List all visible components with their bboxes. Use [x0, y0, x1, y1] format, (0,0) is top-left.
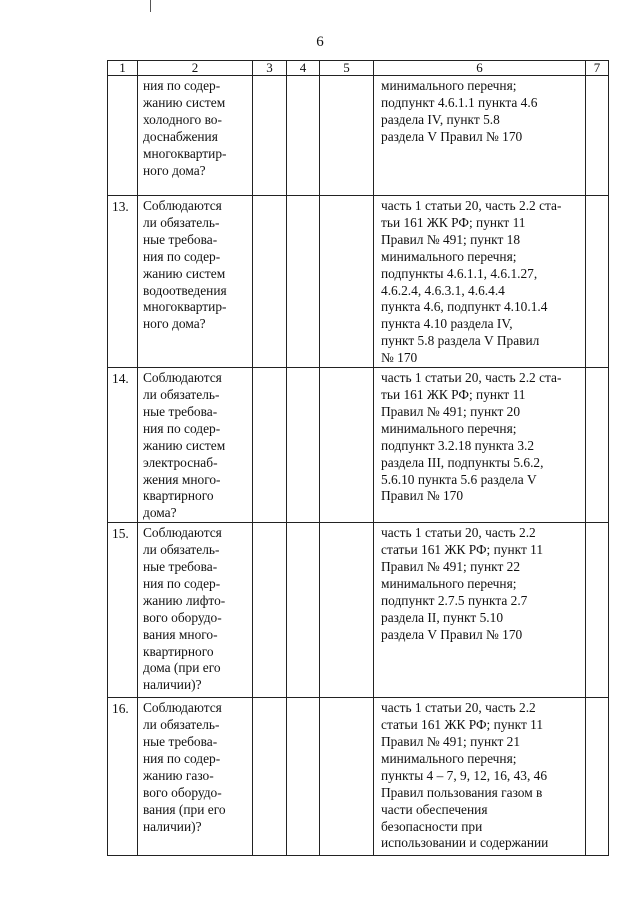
- reference-line: часть 1 статьи 20, часть 2.2: [381, 525, 536, 541]
- empty-cell: [253, 523, 287, 698]
- question-line: ного дома?: [143, 162, 206, 178]
- reference-line: части обеспечения: [381, 801, 488, 817]
- table-header-row: [108, 61, 609, 76]
- requirement-question: [138, 76, 253, 196]
- reference-line: 4.6.2.4, 4.6.3.1, 4.6.4.4: [381, 282, 505, 298]
- reference-line: подпункт 4.6.1.1 пункта 4.6: [381, 94, 538, 110]
- empty-cell: [320, 368, 374, 523]
- reference-line: подпункт 2.7.5 пункта 2.7: [381, 592, 528, 608]
- empty-cell: [586, 76, 609, 196]
- page-number: 6: [316, 34, 324, 50]
- reference-line: минимального перечня;: [381, 575, 517, 591]
- table-row: [108, 523, 609, 698]
- empty-cell: [253, 368, 287, 523]
- question-line: вого оборудо-: [143, 784, 222, 800]
- legal-references: [374, 523, 586, 698]
- row-number: 13.: [108, 196, 138, 368]
- question-line: квартирного: [143, 488, 214, 504]
- empty-cell: [287, 368, 320, 523]
- column-header: 7: [586, 61, 609, 76]
- question-line: доснабжения: [143, 128, 218, 144]
- question-line: ния по содер-: [143, 420, 221, 436]
- column-header: 1: [108, 61, 138, 76]
- question-line: жанию газо-: [143, 767, 214, 783]
- empty-cell: [253, 698, 287, 856]
- question-line: многоквартир-: [143, 299, 227, 315]
- reference-line: Правил № 491; пункт 18: [381, 231, 521, 247]
- question-line: жанию систем: [143, 437, 226, 453]
- question-line: ли обязатель-: [143, 542, 220, 558]
- reference-line: раздела V Правил № 170: [381, 128, 523, 144]
- question-line: ные требова-: [143, 403, 218, 419]
- reference-line: статьи 161 ЖК РФ; пункт 11: [381, 717, 544, 733]
- row-number: 14.: [108, 368, 138, 523]
- legal-references: [374, 698, 586, 856]
- column-header: 3: [253, 61, 287, 76]
- question-line: ли обязатель-: [143, 386, 220, 402]
- reference-line: статьи 161 ЖК РФ; пункт 11: [381, 542, 544, 558]
- question-line: квартирного: [143, 643, 214, 659]
- column-header: 5: [320, 61, 374, 76]
- reference-line: раздела III, подпункты 5.6.2,: [381, 454, 544, 470]
- empty-cell: [586, 368, 609, 523]
- reference-line: пункта 4.6, подпункт 4.10.1.4: [381, 299, 548, 315]
- question-line: вого оборудо-: [143, 609, 222, 625]
- reference-line: пункты 4 – 7, 9, 12, 16, 43, 46: [381, 767, 548, 783]
- reference-line: пункта 4.10 раздела IV,: [381, 316, 513, 332]
- column-header: 6: [374, 61, 586, 76]
- empty-cell: [586, 698, 609, 856]
- question-line: ные требова-: [143, 559, 218, 575]
- requirement-question: [138, 196, 253, 368]
- question-line: ния по содер-: [143, 248, 221, 264]
- reference-line: минимального перечня;: [381, 78, 517, 93]
- question-line: вания (при его: [143, 801, 226, 817]
- question-line: дома?: [143, 505, 177, 521]
- margin-mark: [150, 0, 151, 12]
- reference-line: часть 1 статьи 20, часть 2.2 ста-: [381, 198, 562, 213]
- column-header: 4: [287, 61, 320, 76]
- reference-line: Правил № 491; пункт 22: [381, 559, 521, 575]
- legal-references: [374, 196, 586, 368]
- reference-line: Правил № 491; пункт 21: [381, 734, 521, 750]
- reference-line: Правил № 170: [381, 488, 464, 504]
- question-line: дома (при его: [143, 660, 221, 676]
- reference-line: Правил № 491; пункт 20: [381, 403, 521, 419]
- reference-line: подпункт 3.2.18 пункта 3.2: [381, 437, 535, 453]
- question-line: ния по содер-: [143, 78, 221, 93]
- empty-cell: [287, 76, 320, 196]
- reference-line: раздела V Правил № 170: [381, 626, 523, 642]
- empty-cell: [320, 76, 374, 196]
- question-line: электроснаб-: [143, 454, 218, 470]
- empty-cell: [287, 523, 320, 698]
- question-line: Соблюдаются: [143, 700, 222, 716]
- reference-line: № 170: [381, 350, 418, 366]
- requirements-table: [107, 60, 609, 856]
- question-line: жанию лифто-: [143, 592, 226, 608]
- requirement-question: [138, 523, 253, 698]
- empty-cell: [586, 196, 609, 368]
- question-line: ли обязатель-: [143, 214, 220, 230]
- empty-cell: [320, 196, 374, 368]
- requirement-question: [138, 698, 253, 856]
- question-line: жения много-: [143, 471, 221, 487]
- reference-line: раздела II, пункт 5.10: [381, 609, 504, 625]
- reference-line: минимального перечня;: [381, 420, 517, 436]
- question-line: водоотведения: [143, 282, 227, 298]
- question-line: Соблюдаются: [143, 370, 222, 386]
- empty-cell: [253, 196, 287, 368]
- question-line: Соблюдаются: [143, 198, 222, 213]
- question-line: ные требова-: [143, 734, 218, 750]
- table-row: [108, 196, 609, 368]
- empty-cell: [287, 698, 320, 856]
- question-line: ного дома?: [143, 316, 206, 332]
- table-row: [108, 368, 609, 523]
- empty-cell: [287, 196, 320, 368]
- question-line: ния по содер-: [143, 750, 221, 766]
- question-line: наличии)?: [143, 677, 202, 693]
- reference-line: использовании и содержании: [381, 835, 549, 851]
- table-row: [108, 76, 609, 196]
- empty-cell: [253, 76, 287, 196]
- question-line: ные требова-: [143, 231, 218, 247]
- reference-line: безопасности при: [381, 818, 483, 834]
- question-line: наличии)?: [143, 818, 202, 834]
- question-line: многоквартир-: [143, 145, 227, 161]
- reference-line: тьи 161 ЖК РФ; пункт 11: [381, 214, 526, 230]
- row-number: [108, 76, 138, 196]
- question-line: ли обязатель-: [143, 717, 220, 733]
- reference-line: пункт 5.8 раздела V Правил: [381, 333, 540, 349]
- reference-line: раздела IV, пункт 5.8: [381, 111, 500, 127]
- question-line: ния по содер-: [143, 575, 221, 591]
- reference-line: минимального перечня;: [381, 248, 517, 264]
- reference-line: тьи 161 ЖК РФ; пункт 11: [381, 386, 526, 402]
- empty-cell: [320, 523, 374, 698]
- requirement-question: [138, 368, 253, 523]
- question-line: жанию систем: [143, 94, 226, 110]
- reference-line: Правил пользования газом в: [381, 784, 543, 800]
- table-row: [108, 698, 609, 856]
- column-header: 2: [138, 61, 253, 76]
- question-line: вания много-: [143, 626, 218, 642]
- reference-line: подпункты 4.6.1.1, 4.6.1.27,: [381, 265, 538, 281]
- empty-cell: [586, 523, 609, 698]
- reference-line: часть 1 статьи 20, часть 2.2 ста-: [381, 370, 562, 386]
- reference-line: часть 1 статьи 20, часть 2.2: [381, 700, 536, 716]
- empty-cell: [320, 698, 374, 856]
- reference-line: минимального перечня;: [381, 750, 517, 766]
- question-line: жанию систем: [143, 265, 226, 281]
- question-line: холодного во-: [143, 111, 222, 127]
- question-line: Соблюдаются: [143, 525, 222, 541]
- reference-line: 5.6.10 пункта 5.6 раздела V: [381, 471, 537, 487]
- legal-references: [374, 368, 586, 523]
- row-number: 16.: [108, 698, 138, 856]
- row-number: 15.: [108, 523, 138, 698]
- legal-references: [374, 76, 586, 196]
